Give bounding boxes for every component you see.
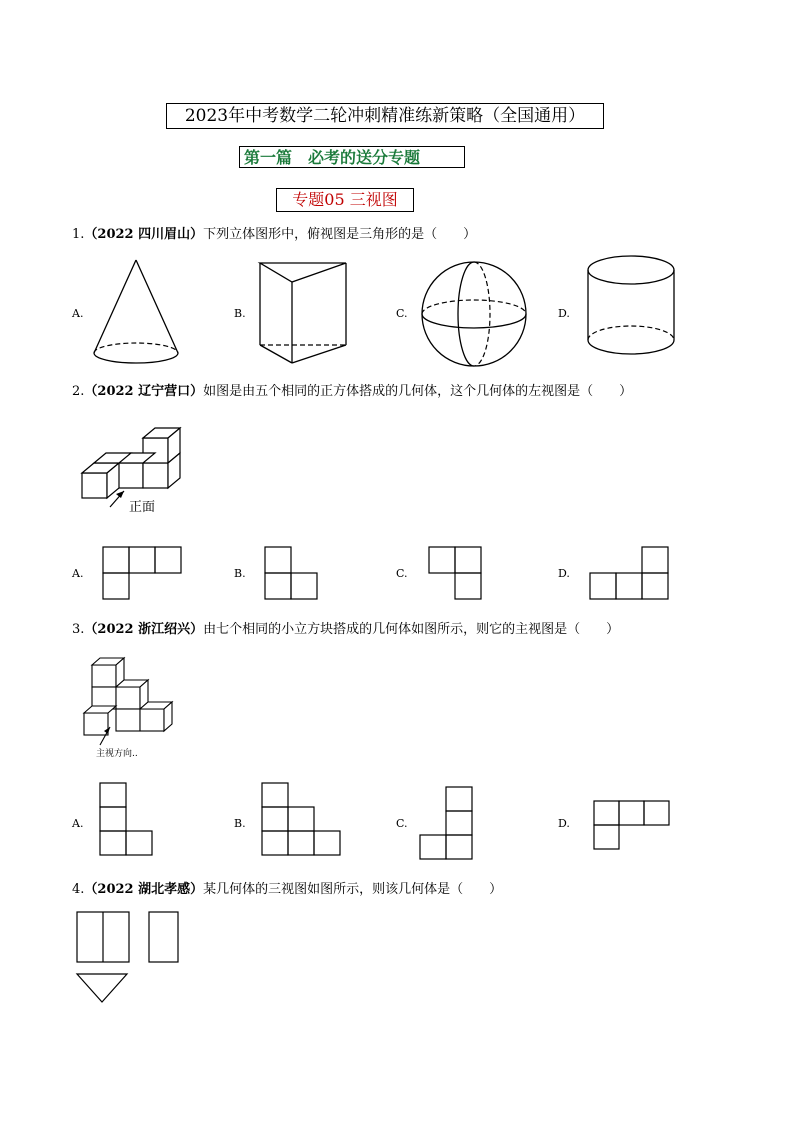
- top-view: [77, 974, 127, 1002]
- option-c-view: [419, 786, 477, 864]
- option-a-label: A.: [72, 307, 84, 320]
- question-4: [72, 882, 502, 898]
- option-c-label: C.: [396, 567, 408, 580]
- option-a-label: A.: [72, 567, 84, 580]
- option-c-label: C.: [396, 817, 408, 830]
- seven-cube-figure: [82, 655, 182, 750]
- triangular-prism-figure: [257, 260, 352, 368]
- question-number: 3.: [72, 622, 85, 637]
- question-text: 下列立体图形中，俯视图是三角形的是（ ）: [203, 227, 477, 242]
- front-direction-label: 正面: [129, 500, 156, 515]
- option-b-label: B.: [234, 817, 246, 830]
- question-source: （2022 辽宁营口）: [84, 384, 204, 399]
- cone-figure: [90, 258, 185, 368]
- question-number: 4.: [72, 882, 85, 897]
- cylinder-figure: [586, 254, 678, 370]
- question-number: 2.: [72, 384, 85, 399]
- question-source: （2022 湖北孝感）: [84, 882, 204, 897]
- question-text: 由七个相同的小立方块搭成的几何体如图所示，则它的主视图是（ ）: [203, 622, 620, 637]
- question-text: 某几何体的三视图如图所示，则该几何体是（ ）: [203, 882, 503, 897]
- option-d-view: [589, 546, 671, 602]
- question-source: （2022 浙江绍兴）: [84, 622, 204, 637]
- option-c-label: C.: [396, 307, 408, 320]
- sphere-figure: [420, 262, 530, 368]
- question-number: 1.: [72, 227, 85, 242]
- question-1: [72, 227, 476, 243]
- option-b-label: B.: [234, 567, 246, 580]
- option-d-label: D.: [558, 817, 570, 830]
- view-direction-label: 主视方向..: [96, 749, 138, 759]
- option-b-view: [261, 782, 345, 860]
- option-a-label: A.: [72, 817, 84, 830]
- option-d-label: D.: [558, 567, 570, 580]
- question-2: [72, 384, 632, 400]
- option-b-label: B.: [234, 307, 246, 320]
- option-b-view: [264, 546, 320, 602]
- document-title: 2023年中考数学二轮冲刺精准练新策略（全国通用）: [166, 103, 604, 129]
- question-text: 如图是由五个相同的正方体搭成的几何体，这个几何体的左视图是（ ）: [203, 384, 633, 399]
- topic-heading: 专题05 三视图: [276, 188, 414, 212]
- question-source: （2022 四川眉山）: [84, 227, 204, 242]
- option-d-view: [593, 800, 673, 852]
- option-a-view: [102, 546, 184, 602]
- option-d-label: D.: [558, 307, 570, 320]
- three-views-figure: [76, 911, 184, 1007]
- option-a-view: [99, 782, 157, 860]
- part-heading: 第一篇 必考的送分专题: [239, 146, 465, 168]
- option-c-view: [428, 546, 484, 602]
- question-3: [72, 622, 619, 638]
- side-view: [149, 912, 178, 962]
